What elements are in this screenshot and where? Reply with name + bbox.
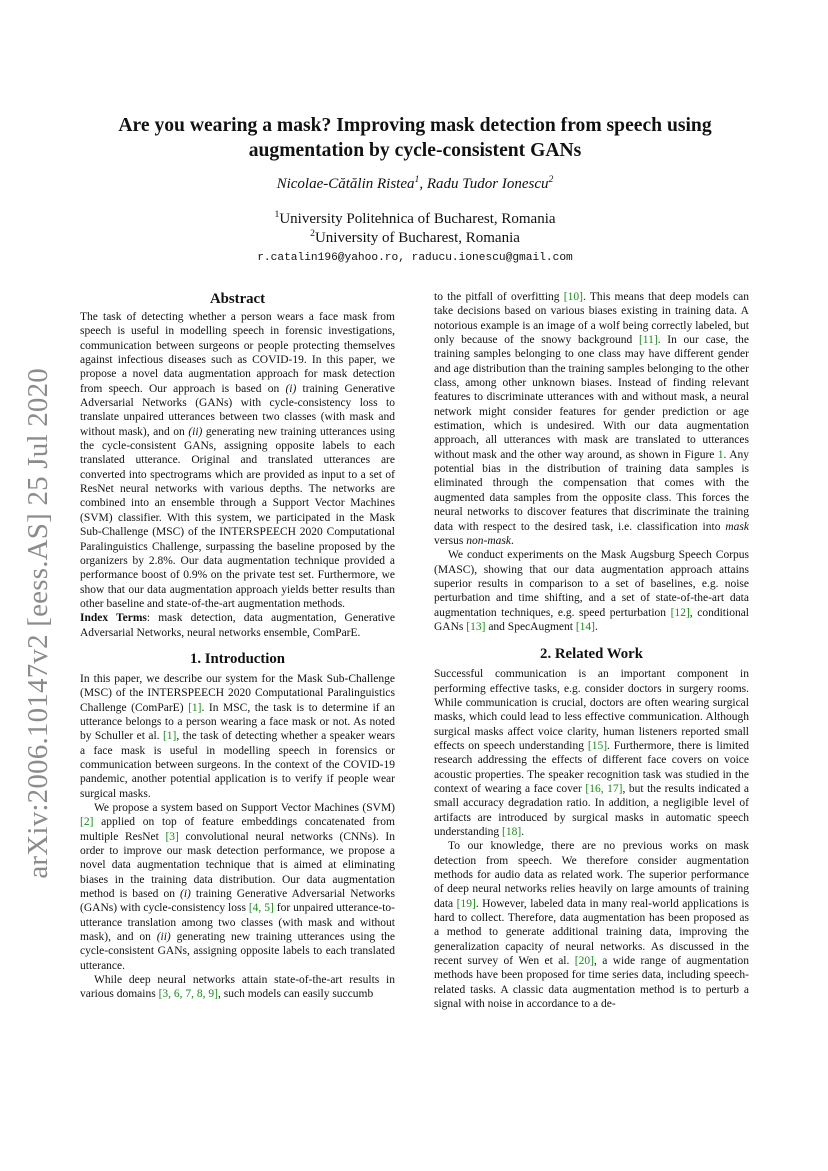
- related-work-heading: 2. Related Work: [540, 646, 643, 663]
- affiliation-1: [90, 210, 740, 229]
- author-emails: r.catalin196@yahoo.ro, raducu.ionescu@gmail.com: [257, 252, 573, 264]
- arxiv-identifier: arXiv:2006.10147v2 [eess.AS] 25 Jul 2020: [22, 368, 54, 879]
- citation-link[interactable]: [18]: [502, 826, 522, 839]
- related-work-paragraph-2: To our knowledge, there are no previous works on mask detection from speech. We therefore consider augmentation methods for audio data as related work. The superior performance of deep neural networks relies heavily on large amounts of training data [19]. However, labeled data in many real-world applications is hard to collect. Therefore, data augmentation has been proposed as a method to generate additional training data, improving the generalization capacity of neural networks. As discussed in the recent survey of Wen et al. [20], a wide range of augmentation methods have been proposed for time series data, including speech-related tasks. A classic data augmentation method is to perturb a signal with noise in accordance to a de-: [434, 840, 750, 1011]
- citation-link[interactable]: [14]: [575, 620, 595, 633]
- intro-paragraph-1: In this paper, we describe our system for the Mask Sub-Challenge (MSC) of the INTERSPEECH 2020 Computational Paralinguistics Challenge (ComParE) [1]. In MSC, the task is to determine if an utterance belongs to a person wearing a face mask or not. As noted by Schuller et al. [1], the task of detecting whether a speaker wears a face mask is useful in modelling speech in forensics or communication between surgeons. In the context of the COVID-19 pandemic, another potential application is to verify if people wear surgical masks.: [80, 672, 395, 800]
- abstract-heading: Abstract: [209, 291, 266, 307]
- index-terms-label: Index Terms: [80, 612, 147, 625]
- citation-link[interactable]: [19]: [456, 897, 476, 910]
- citation-link[interactable]: [10]: [563, 291, 583, 303]
- affil-2-name: University of Bucharest, Romania: [314, 230, 520, 246]
- author-separator: ,: [419, 176, 427, 192]
- affiliation-2: [90, 229, 740, 248]
- citation-link[interactable]: [16, 17]: [585, 783, 623, 795]
- left-column: [80, 290, 395, 1002]
- citation-link[interactable]: [20]: [574, 955, 594, 968]
- affil-1-mark: 1: [274, 209, 280, 220]
- author-2-affil-mark: 2: [548, 174, 554, 185]
- author-1-affil-mark: 1: [414, 174, 420, 185]
- paper-title: [90, 113, 740, 163]
- author-1: Nicolae-Cătălin Ristea: [276, 176, 415, 192]
- enum-ii: (ii): [156, 931, 171, 944]
- figure-link[interactable]: 1: [717, 448, 724, 461]
- affiliations: [90, 210, 740, 248]
- citation-link[interactable]: [13]: [466, 620, 486, 633]
- enum-ii: (ii): [188, 425, 203, 438]
- abstract-text: The task of detecting whether a person wears a face mask from speech is useful in modelling speech in forensic investigations, communication between surgeons or people protecting themselves against infectious diseases such as COVID-19. In this paper, we propose a novel data augmentation approach for mask detection from speech. Our approach is based on (i) training Generative Adversarial Networks (GANs) with cycle-consistency loss to translate unpaired utterances between two classes (with mask and without mask), and on (ii) generating new training utterances using the cycle-consistent GANs, assigning opposite labels to each translated utterance. Original and translated utterances are converted into spectrograms which are provided as input to a set of ResNet neural networks with various depths. The networks are combined into an ensemble through a Support Vector Machines (SVM) classifier. With this system, we participated in the Mask Sub-Challenge (MSC) of the INTERSPEECH 2020 Computational Paralinguistics Challenge, surpassing the baseline proposed by the organizers by 2.8%. Our data augmentation technique provided a performance boost of 0.9% on the private test set. Furthermore, we show that our data augmentation approach yields better results than other baseline and state-of-the-art augmentation methods.: [80, 311, 395, 610]
- citation-link[interactable]: [3]: [165, 830, 179, 843]
- intro-paragraph-3-cont: to the pitfall of overfitting [10]. This means that deep models can take decisions based on various biases existing in training data. A notorious example is an image of a wolf being correctly labeled, but only because of the snowy background [11]. In our case, the training samples belonging to one class may have different gender and age distribution than the training samples belonging to the other class, among other unknown biases. Instead of finding relevant features to discriminate utterances with and without mask, a neural network might consider features for gender prediction or age estimation, which is undesired. With our data augmentation approach, all utterances with mask are translated to utterances without mask and the other way around, as shown in Figure 1. Any potential bias in the distribution of training data samples is eliminated through the compensation that comes with the augmented data samples from the opposite class. This forces the neural networks to discover features that discriminate the training data with respect to the desired task, i.e. classification into mask versus non-mask.: [434, 291, 750, 547]
- citation-link[interactable]: [4, 5]: [248, 902, 274, 915]
- author-2: Radu Tudor Ionescu: [426, 176, 549, 192]
- enum-i: (i): [285, 382, 297, 395]
- citation-link[interactable]: [11]: [638, 334, 658, 347]
- introduction-heading: 1. Introduction: [189, 650, 286, 667]
- citation-link[interactable]: [15]: [587, 739, 608, 752]
- author-list: [90, 176, 740, 193]
- related-work-paragraph-1: Successful communication is an important component in performing effective tasks, e.g. consider doctors in surgery rooms. While communication is crucial, doctors are often wearing surgical masks, which could lead to less effective communication. Although surgical masks affect voice clarity, human listeners reported small effects on speech understanding [15]. Furthermore, there is limited research addressing the effects of different face covers on voice acoustic properties. The speaker recognition task was studied in the context of wearing a face cover [16, 17], but the results indicated a small accuracy degradation ratio. In addition, a negligible level of artifacts are introduced by surgical masks in automatic speech understanding [18].: [434, 668, 749, 839]
- affil-1-name: University Politehnica of Bucharest, Romania: [279, 211, 556, 227]
- intro-paragraph-2: We propose a system based on Support Vector Machines (SVM) [2] applied on top of feature embeddings concatenated from multiple ResNet [3] convolutional neural networks (CNNs). In order to improve our mask detection performance, we propose a novel data augmentation technique that is aimed at eliminating biases in the training data distribution. Our data augmentation method is based on (i) training Generative Adversarial Networks (GANs) with cycle-consistency loss [4, 5] for unpaired utterance-to-utterance translation among two classes (with mask and without mask), and on (ii) generating new training utterances using the cycle-consistent GANs, assigning opposite labels to each translated utterance.: [80, 802, 395, 972]
- intro-paragraph-3: While deep neural networks attain state-of-the-art results in various domains [3, 6, 7, 8, 9], such models can easily succumb: [80, 974, 395, 1001]
- citation-link[interactable]: [1]: [162, 730, 177, 743]
- intro-paragraph-4: We conduct experiments on the Mask Augsburg Speech Corpus (MASC), showing that our data augmentation approach attains superior results in comparison to a set of baselines, e.g. noise perturbation and time shifting, and a set of state-of-the-art data augmentation techniques, e.g. speed perturbation [12], conditional GANs [13] and SpecAugment [14].: [434, 549, 749, 633]
- citation-link[interactable]: [1]: [188, 701, 202, 714]
- index-terms: Index Terms: mask detection, data augmentation, Generative Adversarial Networks, neural networks ensemble, ComParE.: [80, 612, 395, 639]
- citation-link[interactable]: [2]: [80, 816, 94, 829]
- right-column: [434, 290, 749, 1012]
- title-line-1: Are you wearing a mask? Improving mask detection from speech using: [118, 115, 712, 136]
- affil-2-mark: 2: [310, 228, 315, 239]
- citation-link[interactable]: [3, 6, 7, 8, 9]: [158, 988, 218, 1001]
- citation-link[interactable]: [12]: [670, 606, 690, 619]
- enum-i: (i): [180, 888, 191, 901]
- title-line-2: augmentation by cycle-consistent GANs: [248, 140, 582, 161]
